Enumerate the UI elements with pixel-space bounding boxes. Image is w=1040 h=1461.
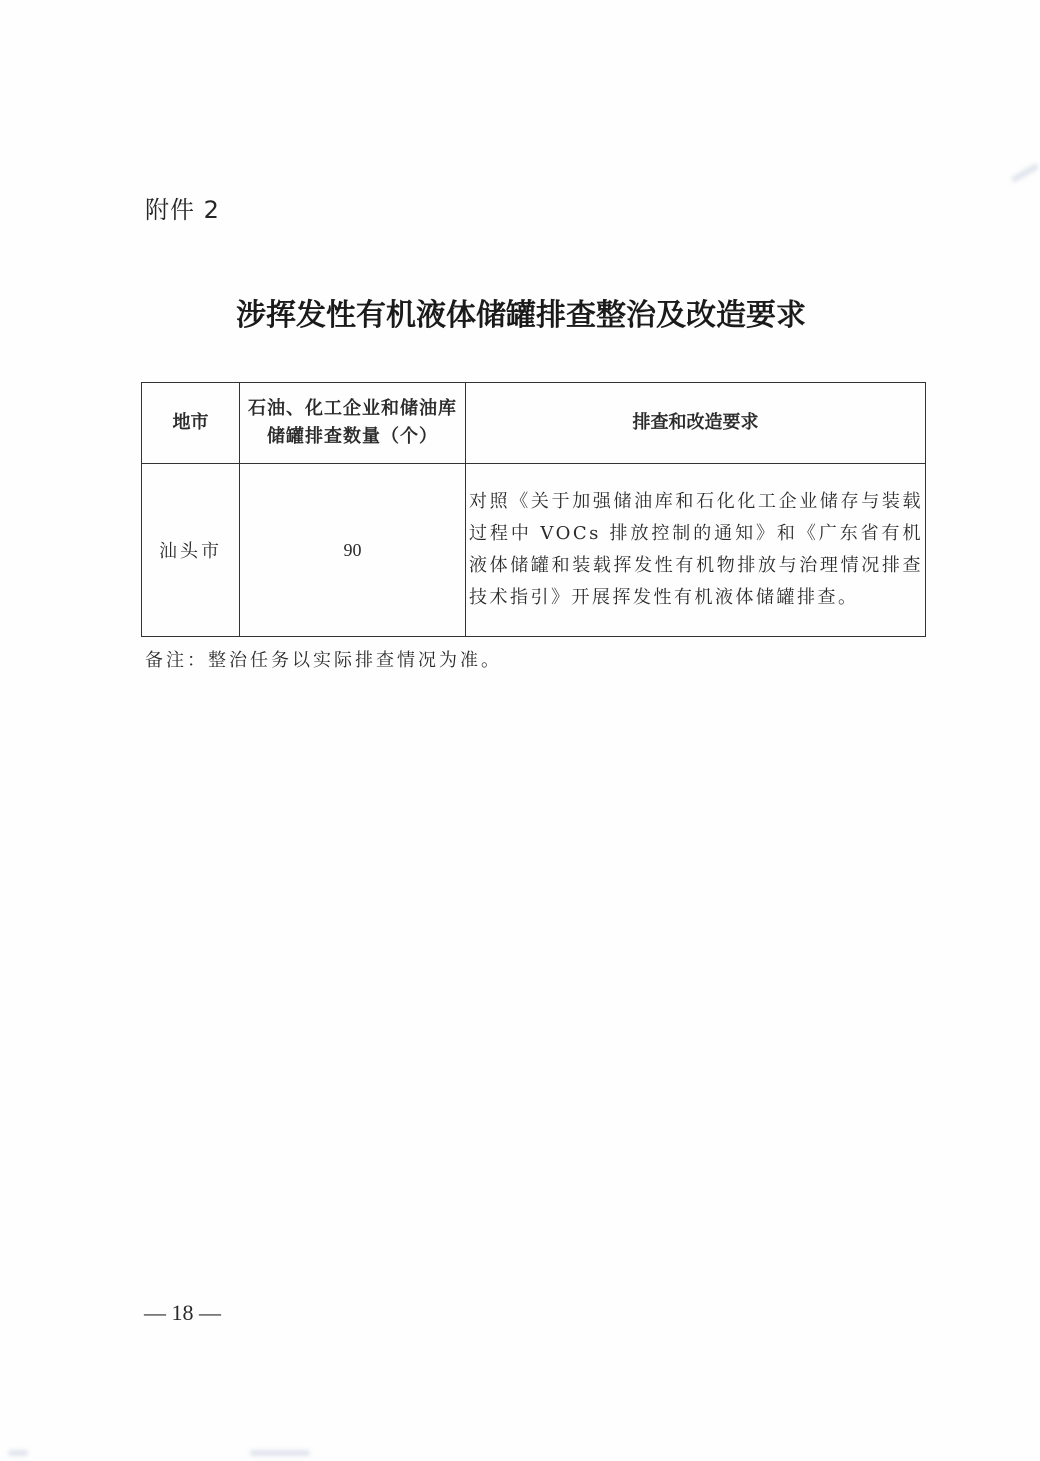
requirements-table xyxy=(141,382,926,637)
document-title: 涉挥发性有机液体储罐排查整治及改造要求 xyxy=(236,298,806,333)
cell-requirement xyxy=(466,464,926,637)
scan-mark xyxy=(8,1450,28,1456)
attachment-label: 附件 2 xyxy=(145,196,220,224)
page-number: — 18 — xyxy=(144,1300,221,1325)
header-city: 地市 xyxy=(142,383,240,464)
header-tank-count-label: 石油、化工企业和储油库储罐排查数量（个） xyxy=(248,398,457,447)
header-requirements: 排查和改造要求 xyxy=(466,383,926,464)
requirement-text: 对照《关于加强储油库和石化化工企业储存与装载过程中 VOCs 排放控制的通知》和《广东省有机液体储罐和装载挥发性有机物排放与治理情况排查技术指引》开展挥发性有机液体储罐排查。 xyxy=(469,491,923,608)
cell-tank-count: 90 xyxy=(240,464,466,637)
table-note: 备注：整治任务以实际排查情况为准。 xyxy=(145,650,502,671)
scan-mark xyxy=(250,1450,310,1456)
table-header-row xyxy=(142,383,926,464)
scan-mark xyxy=(1011,163,1040,183)
cell-city: 汕头市 xyxy=(142,464,240,637)
table-row xyxy=(142,464,926,637)
header-tank-count xyxy=(240,383,466,464)
